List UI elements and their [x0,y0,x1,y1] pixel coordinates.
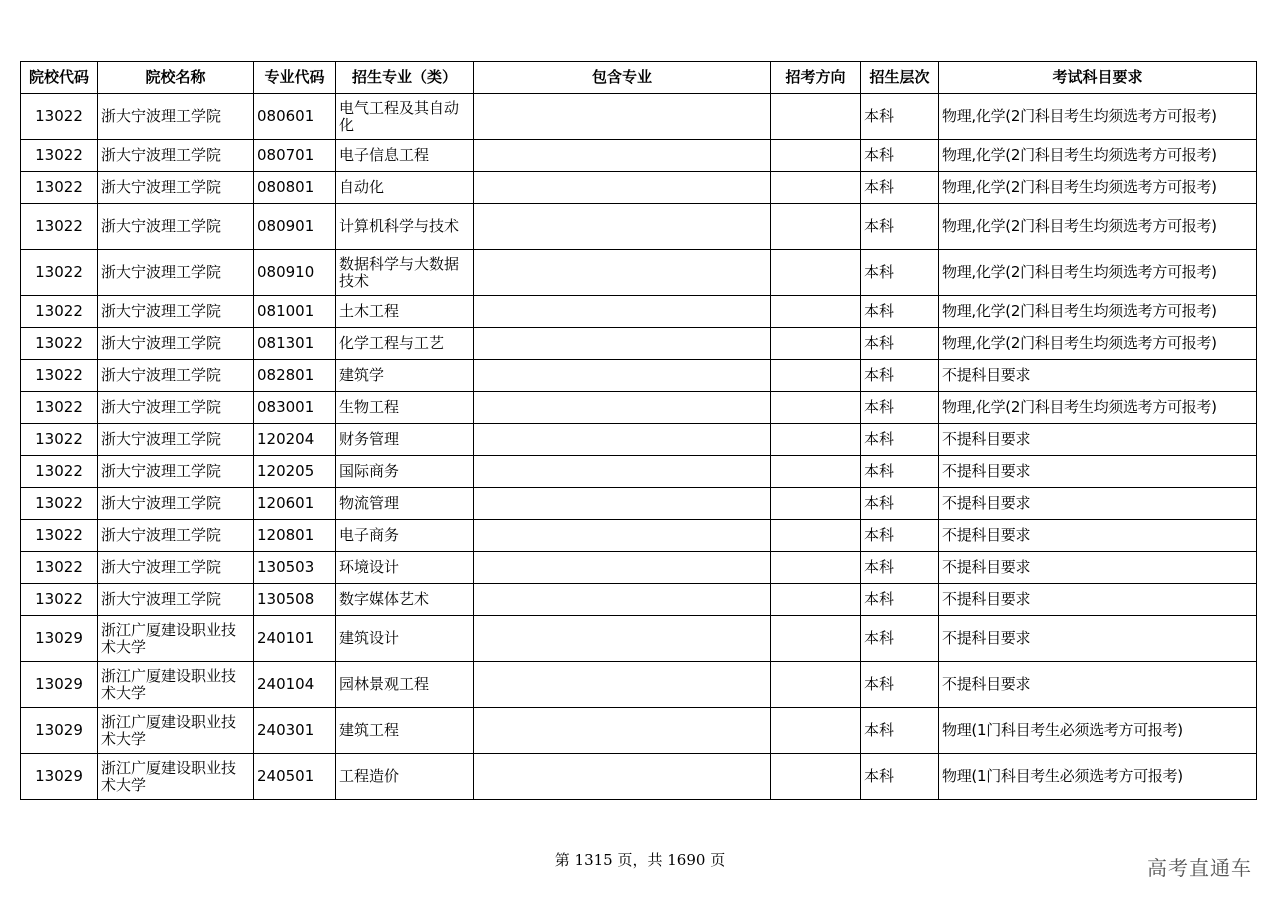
table-row [21,424,1257,456]
included-majors-cell [474,708,771,754]
major-code-cell: 130508 [254,584,336,616]
direction-cell [771,552,861,584]
direction-cell [771,328,861,360]
table-row [21,456,1257,488]
header-major-code: 专业代码 [254,62,336,94]
major-cell: 物流管理 [336,488,474,520]
school-name-cell: 浙大宁波理工学院 [98,552,254,584]
school-code-cell: 13022 [21,488,98,520]
requirement-cell: 物理,化学(2门科目考生均须选考方可报考) [939,296,1257,328]
direction-cell [771,204,861,250]
level-cell: 本科 [861,172,939,204]
requirement-cell: 不提科目要求 [939,552,1257,584]
included-majors-cell [474,520,771,552]
direction-cell [771,708,861,754]
table-row [21,584,1257,616]
school-code-cell: 13022 [21,456,98,488]
requirement-cell: 物理,化学(2门科目考生均须选考方可报考) [939,140,1257,172]
included-majors-cell [474,488,771,520]
level-cell: 本科 [861,250,939,296]
direction-cell [771,616,861,662]
major-code-cell: 081001 [254,296,336,328]
school-code-cell: 13029 [21,708,98,754]
direction-cell [771,392,861,424]
requirement-cell: 物理,化学(2门科目考生均须选考方可报考) [939,392,1257,424]
table-row [21,520,1257,552]
school-name-cell: 浙大宁波理工学院 [98,140,254,172]
requirement-cell: 物理(1门科目考生必须选考方可报考) [939,708,1257,754]
direction-cell [771,296,861,328]
school-name-cell: 浙大宁波理工学院 [98,172,254,204]
major-cell: 化学工程与工艺 [336,328,474,360]
table-row [21,296,1257,328]
major-code-cell: 240501 [254,754,336,800]
included-majors-cell [474,662,771,708]
major-code-cell: 130503 [254,552,336,584]
included-majors-cell [474,94,771,140]
major-code-cell: 080910 [254,250,336,296]
major-cell: 数据科学与大数据技术 [336,250,474,296]
table-row [21,94,1257,140]
major-code-cell: 080801 [254,172,336,204]
table-row [21,172,1257,204]
level-cell: 本科 [861,140,939,172]
included-majors-cell [474,754,771,800]
direction-cell [771,662,861,708]
level-cell: 本科 [861,392,939,424]
level-cell: 本科 [861,488,939,520]
school-name-cell: 浙大宁波理工学院 [98,250,254,296]
included-majors-cell [474,296,771,328]
direction-cell [771,172,861,204]
included-majors-cell [474,250,771,296]
school-code-cell: 13022 [21,140,98,172]
major-code-cell: 240101 [254,616,336,662]
major-cell: 园林景观工程 [336,662,474,708]
school-code-cell: 13022 [21,584,98,616]
requirement-cell: 不提科目要求 [939,616,1257,662]
school-name-cell: 浙大宁波理工学院 [98,392,254,424]
included-majors-cell [474,140,771,172]
included-majors-cell [474,424,771,456]
school-code-cell: 13022 [21,172,98,204]
major-cell: 环境设计 [336,552,474,584]
major-cell: 电气工程及其自动化 [336,94,474,140]
included-majors-cell [474,204,771,250]
requirement-cell: 不提科目要求 [939,584,1257,616]
included-majors-cell [474,328,771,360]
major-code-cell: 083001 [254,392,336,424]
direction-cell [771,140,861,172]
table-row [21,488,1257,520]
level-cell: 本科 [861,296,939,328]
school-code-cell: 13022 [21,296,98,328]
direction-cell [771,250,861,296]
requirement-cell: 物理,化学(2门科目考生均须选考方可报考) [939,250,1257,296]
table-row [21,708,1257,754]
direction-cell [771,456,861,488]
level-cell: 本科 [861,360,939,392]
school-code-cell: 13029 [21,754,98,800]
school-name-cell: 浙大宁波理工学院 [98,424,254,456]
level-cell: 本科 [861,616,939,662]
major-cell: 电子商务 [336,520,474,552]
requirement-cell: 不提科目要求 [939,662,1257,708]
header-direction: 招考方向 [771,62,861,94]
school-name-cell: 浙大宁波理工学院 [98,328,254,360]
header-school-code: 院校代码 [21,62,98,94]
school-name-cell: 浙大宁波理工学院 [98,584,254,616]
header-requirement: 考试科目要求 [939,62,1257,94]
direction-cell [771,488,861,520]
table-header-row [21,62,1257,94]
school-code-cell: 13022 [21,204,98,250]
level-cell: 本科 [861,204,939,250]
school-name-cell: 浙大宁波理工学院 [98,94,254,140]
major-code-cell: 240301 [254,708,336,754]
header-level: 招生层次 [861,62,939,94]
major-code-cell: 080901 [254,204,336,250]
major-code-cell: 240104 [254,662,336,708]
major-code-cell: 080601 [254,94,336,140]
major-code-cell: 120204 [254,424,336,456]
major-cell: 工程造价 [336,754,474,800]
table-row [21,552,1257,584]
school-name-cell: 浙大宁波理工学院 [98,296,254,328]
table-body [21,94,1257,800]
included-majors-cell [474,616,771,662]
included-majors-cell [474,392,771,424]
requirement-cell: 不提科目要求 [939,360,1257,392]
school-code-cell: 13022 [21,520,98,552]
school-name-cell: 浙江广厦建设职业技术大学 [98,616,254,662]
requirement-cell: 物理,化学(2门科目考生均须选考方可报考) [939,328,1257,360]
major-cell: 电子信息工程 [336,140,474,172]
school-name-cell: 浙大宁波理工学院 [98,456,254,488]
school-code-cell: 13022 [21,552,98,584]
included-majors-cell [474,552,771,584]
major-cell: 建筑设计 [336,616,474,662]
requirement-cell: 不提科目要求 [939,424,1257,456]
school-name-cell: 浙江广厦建设职业技术大学 [98,754,254,800]
major-code-cell: 120801 [254,520,336,552]
school-name-cell: 浙江广厦建设职业技术大学 [98,662,254,708]
school-name-cell: 浙大宁波理工学院 [98,488,254,520]
major-cell: 土木工程 [336,296,474,328]
level-cell: 本科 [861,424,939,456]
table-row [21,662,1257,708]
major-code-cell: 081301 [254,328,336,360]
school-code-cell: 13022 [21,424,98,456]
school-name-cell: 浙江广厦建设职业技术大学 [98,708,254,754]
table-row [21,328,1257,360]
watermark: 高考直通车 [1147,856,1252,880]
requirement-cell: 不提科目要求 [939,520,1257,552]
level-cell: 本科 [861,584,939,616]
level-cell: 本科 [861,456,939,488]
level-cell: 本科 [861,662,939,708]
major-cell: 建筑工程 [336,708,474,754]
major-cell: 计算机科学与技术 [336,204,474,250]
level-cell: 本科 [861,708,939,754]
level-cell: 本科 [861,94,939,140]
requirement-cell: 不提科目要求 [939,488,1257,520]
header-included-majors: 包含专业 [474,62,771,94]
included-majors-cell [474,456,771,488]
school-code-cell: 13022 [21,328,98,360]
included-majors-cell [474,584,771,616]
table-row [21,754,1257,800]
school-code-cell: 13022 [21,360,98,392]
school-code-cell: 13029 [21,616,98,662]
school-name-cell: 浙大宁波理工学院 [98,360,254,392]
major-code-cell: 080701 [254,140,336,172]
school-code-cell: 13022 [21,392,98,424]
major-code-cell: 120601 [254,488,336,520]
included-majors-cell [474,172,771,204]
major-code-cell: 082801 [254,360,336,392]
requirement-cell: 物理,化学(2门科目考生均须选考方可报考) [939,204,1257,250]
level-cell: 本科 [861,552,939,584]
requirement-cell: 不提科目要求 [939,456,1257,488]
school-code-cell: 13022 [21,250,98,296]
direction-cell [771,584,861,616]
major-cell: 财务管理 [336,424,474,456]
table-row [21,204,1257,250]
level-cell: 本科 [861,520,939,552]
level-cell: 本科 [861,328,939,360]
admissions-table [20,61,1257,800]
school-code-cell: 13029 [21,662,98,708]
page-number: 第 1315 页，共 1690 页 [554,851,726,869]
school-name-cell: 浙大宁波理工学院 [98,520,254,552]
table-row [21,140,1257,172]
major-cell: 国际商务 [336,456,474,488]
major-code-cell: 120205 [254,456,336,488]
table-row [21,250,1257,296]
included-majors-cell [474,360,771,392]
requirement-cell: 物理(1门科目考生必须选考方可报考) [939,754,1257,800]
direction-cell [771,424,861,456]
requirement-cell: 物理,化学(2门科目考生均须选考方可报考) [939,94,1257,140]
requirement-cell: 物理,化学(2门科目考生均须选考方可报考) [939,172,1257,204]
table-row [21,616,1257,662]
level-cell: 本科 [861,754,939,800]
direction-cell [771,520,861,552]
direction-cell [771,754,861,800]
header-major: 招生专业（类） [336,62,474,94]
direction-cell [771,94,861,140]
table-row [21,392,1257,424]
major-cell: 数字媒体艺术 [336,584,474,616]
table-row [21,360,1257,392]
major-cell: 建筑学 [336,360,474,392]
major-cell: 自动化 [336,172,474,204]
school-name-cell: 浙大宁波理工学院 [98,204,254,250]
header-school-name: 院校名称 [98,62,254,94]
direction-cell [771,360,861,392]
major-cell: 生物工程 [336,392,474,424]
school-code-cell: 13022 [21,94,98,140]
